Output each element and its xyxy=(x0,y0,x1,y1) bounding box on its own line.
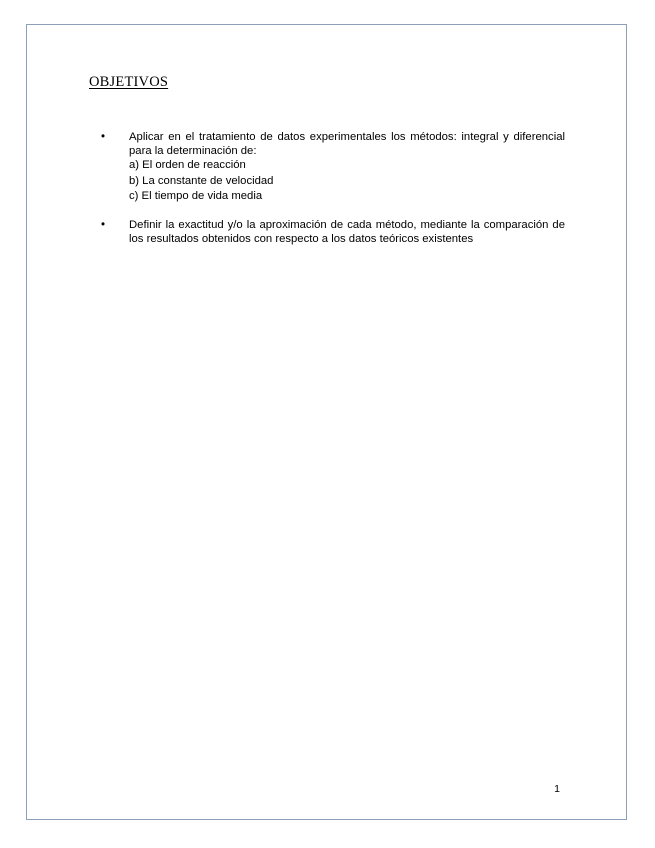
sub-item-reaction-order: a) El orden de reacción xyxy=(129,159,246,171)
bullet-icon: • xyxy=(101,218,106,231)
objective-item xyxy=(101,130,565,205)
bullet-icon: • xyxy=(101,131,106,143)
objective-sub-list xyxy=(129,158,565,205)
sub-item-rate-constant: b) La constante de velocidad xyxy=(129,174,274,187)
objective-text: Definir la exactitud y/o la aproximación de cada método, mediante la comparación de los resultados obtenidos con respecto a los datos teóricos existentes xyxy=(129,218,565,245)
objective-item xyxy=(101,218,565,246)
objectives-list xyxy=(101,130,565,259)
sub-item-half-life: c) El tiempo de vida media xyxy=(129,190,263,202)
document-page xyxy=(26,24,627,820)
objective-text: Aplicar en el tratamiento de datos experimentales los métodos: integral y diferencial para la determinación de: xyxy=(129,131,565,157)
page-title: OBJETIVOS xyxy=(89,74,169,90)
page-number: 1 xyxy=(554,783,560,795)
